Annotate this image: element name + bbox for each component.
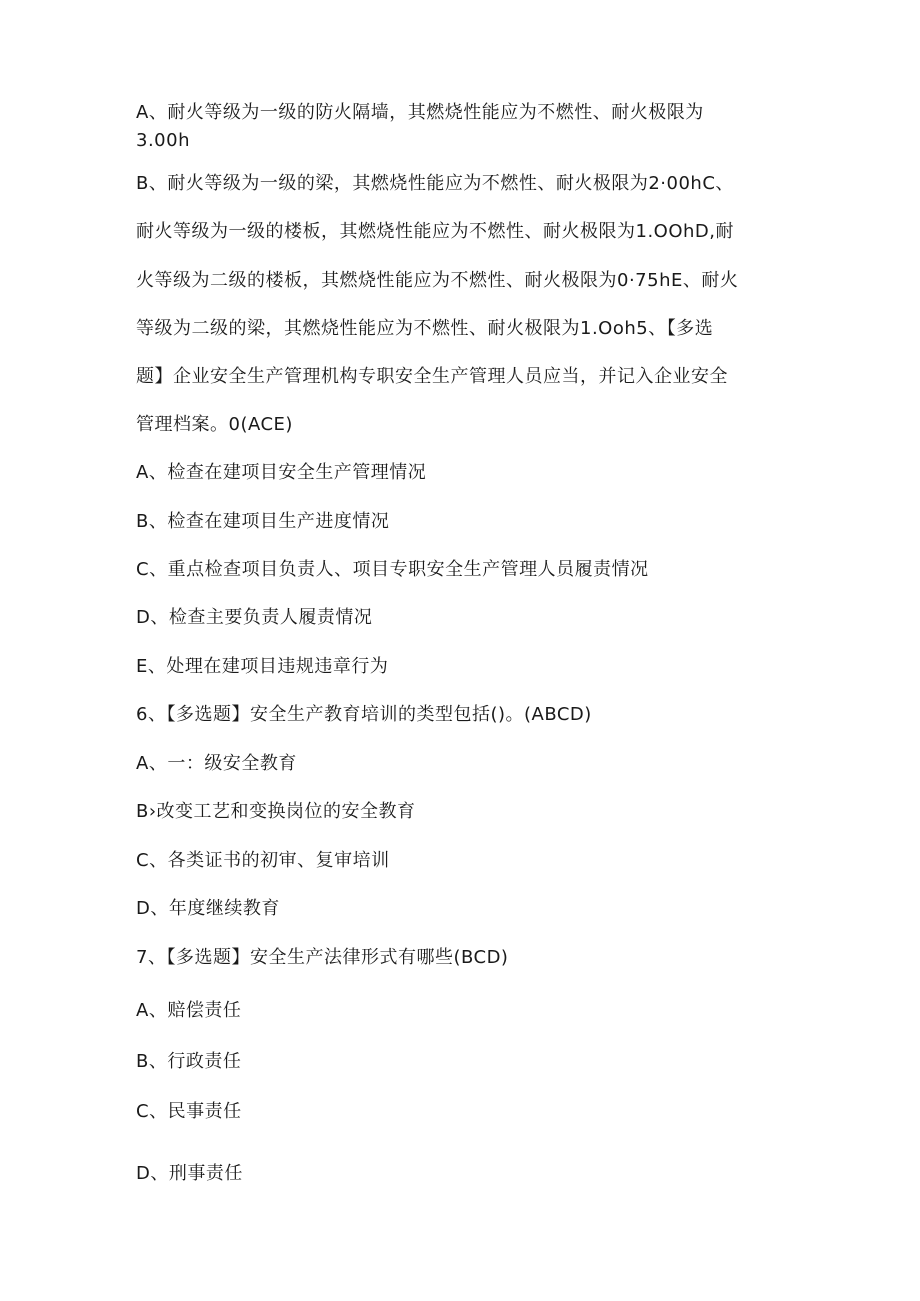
- option-line: B、行政责任: [136, 1051, 242, 1072]
- text-line: 火等级为二级的楼板，其燃烧性能应为不燃性、耐火极限为0·75hE、耐火: [136, 270, 739, 291]
- option-line: A、检查在建项目安全生产管理情况: [136, 462, 427, 483]
- option-line: D、年度继续教育: [136, 898, 280, 919]
- option-line: C、民事责任: [136, 1101, 242, 1122]
- text-line: 耐火等级为一级的楼板，其燃烧性能应为不燃性、耐火极限为1.OOhD,耐: [136, 221, 734, 242]
- text-line: 管理档案。0(ACE): [136, 414, 293, 435]
- option-line: B、检查在建项目生产进度情况: [136, 511, 390, 532]
- question-line: 6、【多选题】安全生产教育培训的类型包括()。(ABCD): [136, 704, 592, 725]
- option-line: E、处理在建项目违规违章行为: [136, 656, 389, 677]
- option-line: B›改变工艺和变换岗位的安全教育: [136, 801, 416, 822]
- question-line: 7、【多选题】安全生产法律形式有哪些(BCD): [136, 947, 509, 968]
- text-line: 题】企业安全生产管理机构专职安全生产管理人员应当，并记入企业安全: [136, 366, 728, 387]
- option-line: D、检查主要负责人履责情况: [136, 607, 373, 628]
- text-line: B、耐火等级为一级的梁，其燃烧性能应为不燃性、耐火极限为2·00hC、: [136, 173, 734, 194]
- option-line: A、一：级安全教育: [136, 753, 297, 774]
- text-line: 等级为二级的梁，其燃烧性能应为不燃性、耐火极限为1.Ooh5、【多选: [136, 318, 714, 339]
- option-line: D、刑事责任: [136, 1163, 243, 1184]
- text-line: 3.00h: [136, 130, 190, 151]
- option-line: A、赔偿责任: [136, 1000, 242, 1021]
- option-line: C、各类证书的初审、复审培训: [136, 850, 390, 871]
- text-line: A、耐火等级为一级的防火隔墙，其燃烧性能应为不燃性、耐火极限为: [136, 102, 704, 123]
- option-line: C、重点检查项目负责人、项目专职安全生产管理人员履责情况: [136, 559, 649, 580]
